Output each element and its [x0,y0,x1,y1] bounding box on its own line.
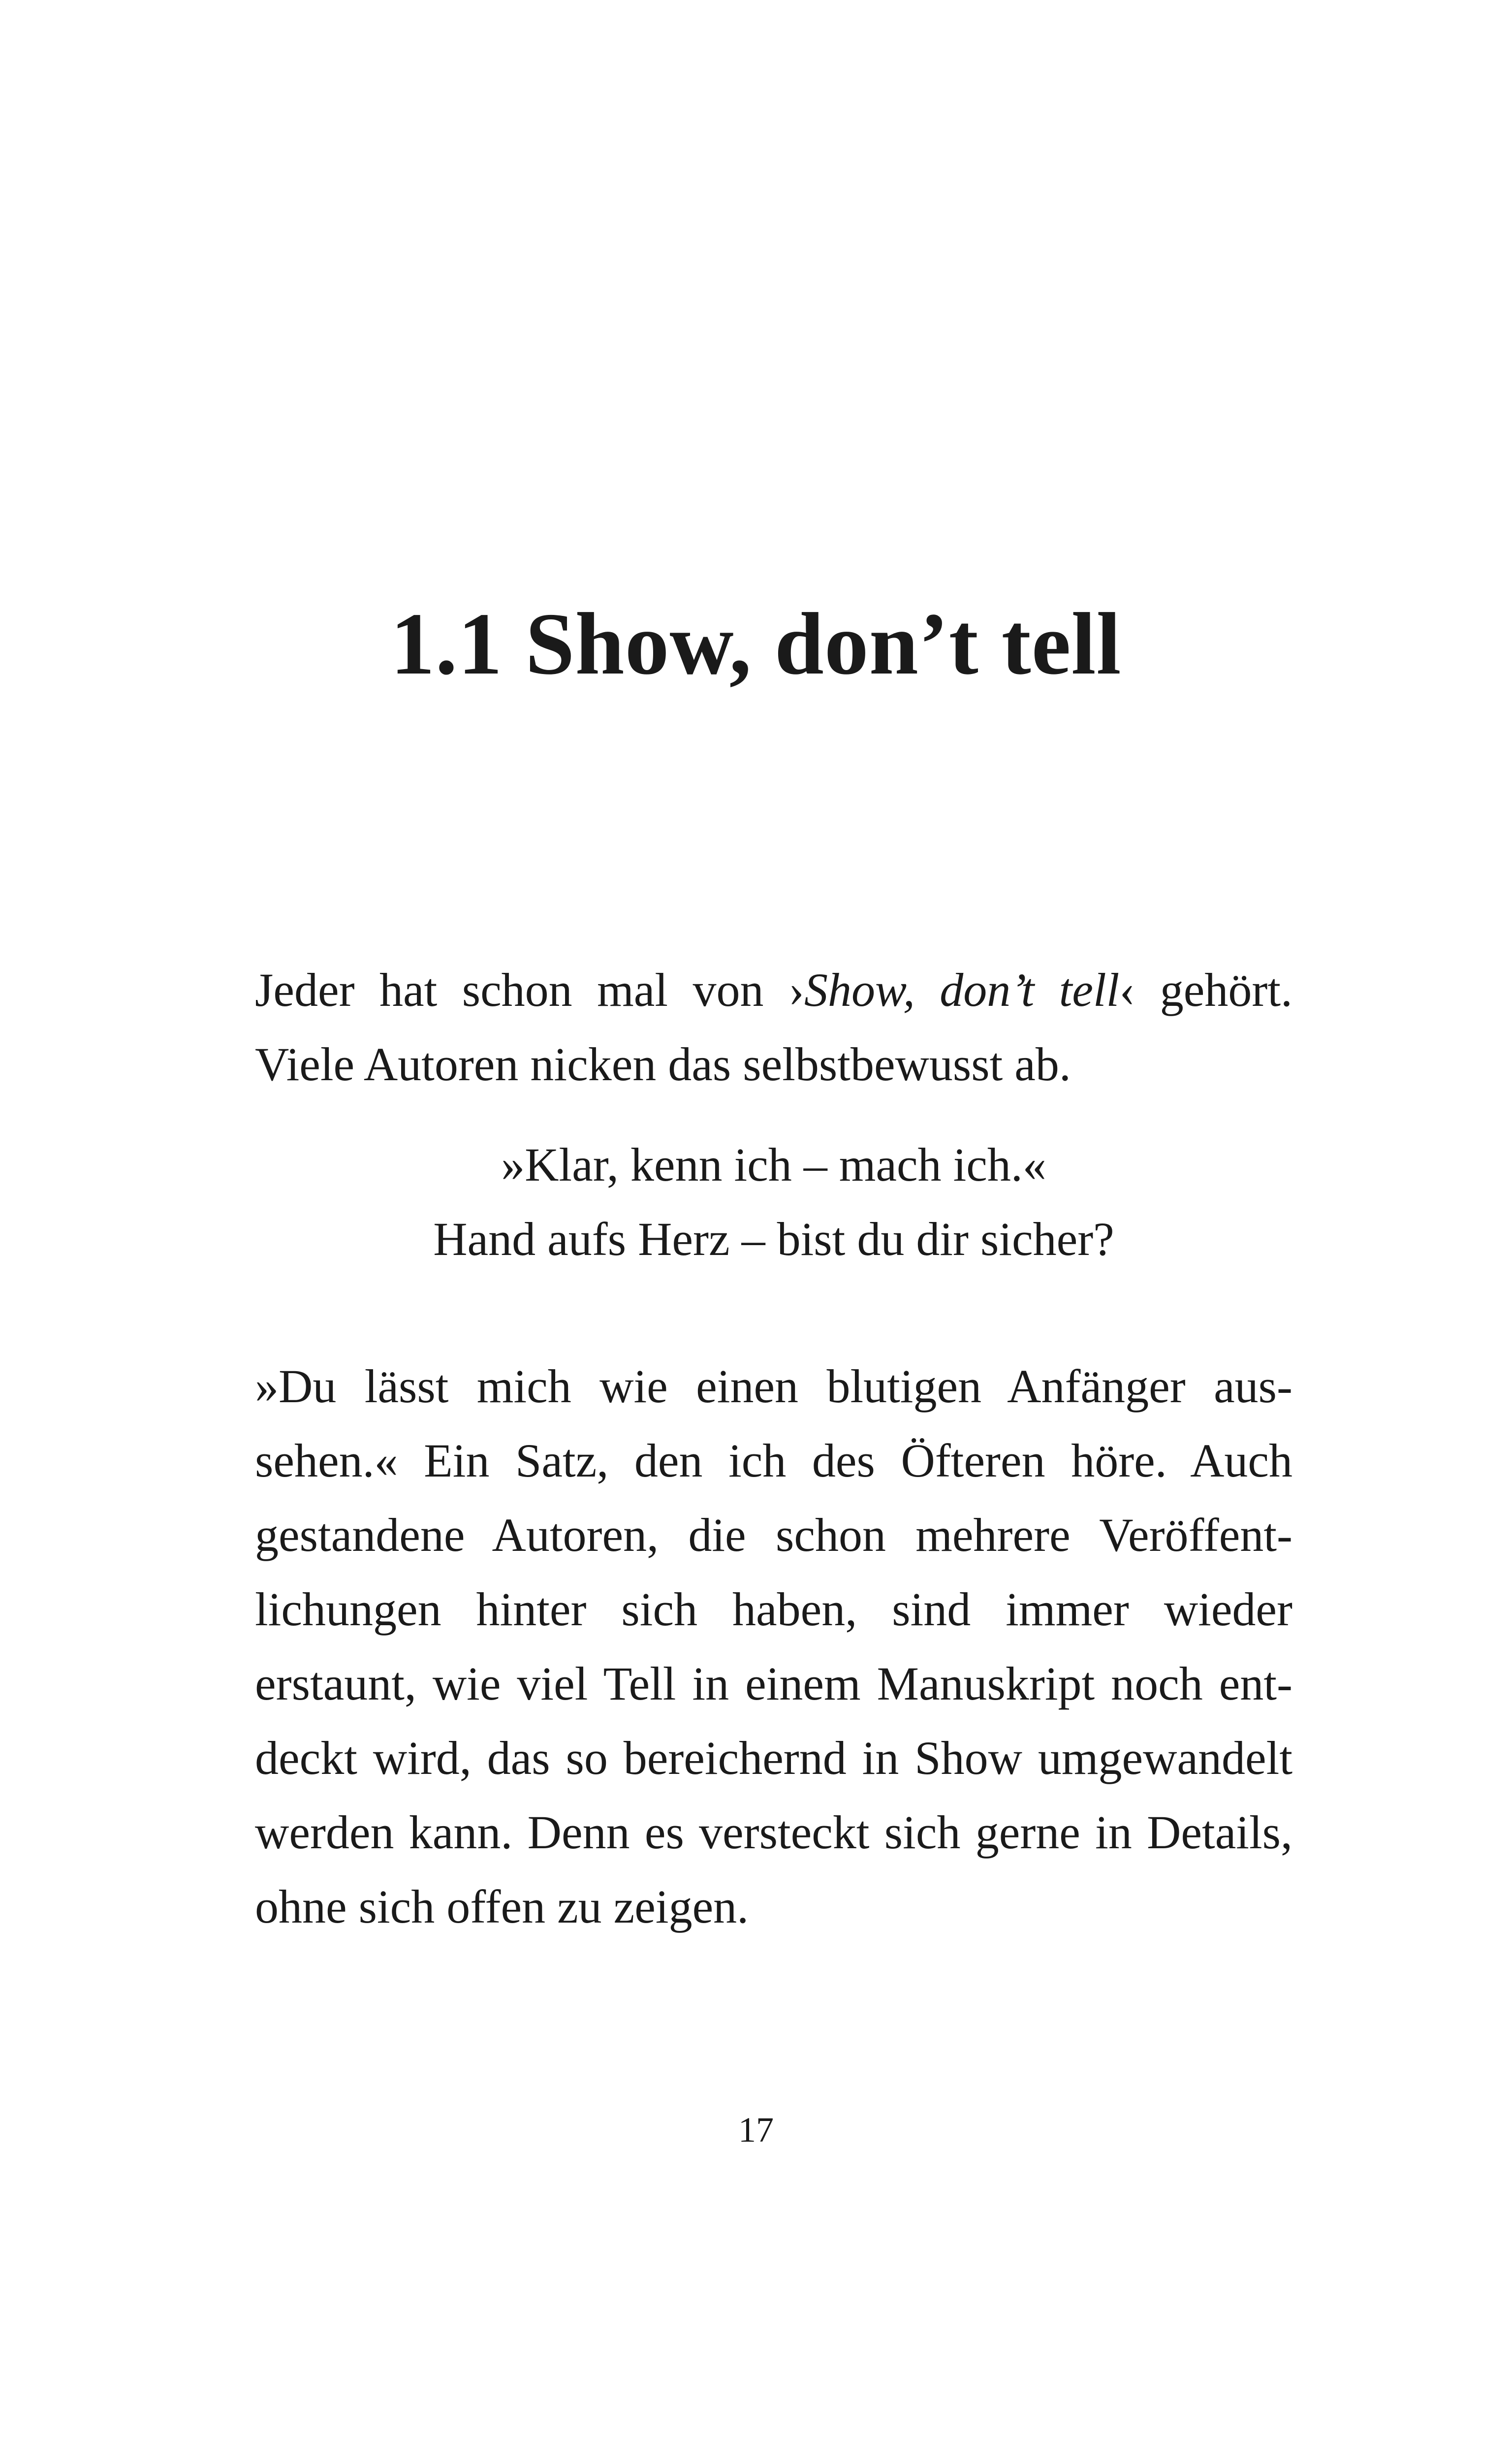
page-number: 17 [738,2110,774,2150]
paragraph-intro-text-end: ‹ gehört. Viele Autoren nicken das selbstbewusst ab. [255,964,1293,1091]
paragraph-main: »Du lässt mich wie einen blutigen Anfänger aussehen.« Ein Satz, den ich des Öfteren höre. Auch gestandene Autoren, die schon mehrere Veröffentlichungen hinter sich haben, sind immer wieder erstaunt, wie viel Tell in einem Manuskript noch entdeckt wird, das so bereichernd in Show umgewandelt werden kann. Denn es versteckt sich gerne in Details, ohne sich offen zu zeigen. [255,1360,1292,1933]
paragraph-intro-italic-phrase: Show, don’t tell [804,964,1120,1016]
dialogue-line-2: Hand aufs Herz – bist du dir sicher? [433,1213,1114,1265]
paragraph-intro [255,953,1292,1101]
chapter-title: 1.1 Show, don’t tell [390,595,1122,693]
paragraph-intro-text-start: Jeder hat schon mal von › [255,964,804,1016]
dialogue-block [255,1127,1292,1276]
dialogue-line-1: »Klar, kenn ich – mach ich.« [501,1138,1046,1191]
